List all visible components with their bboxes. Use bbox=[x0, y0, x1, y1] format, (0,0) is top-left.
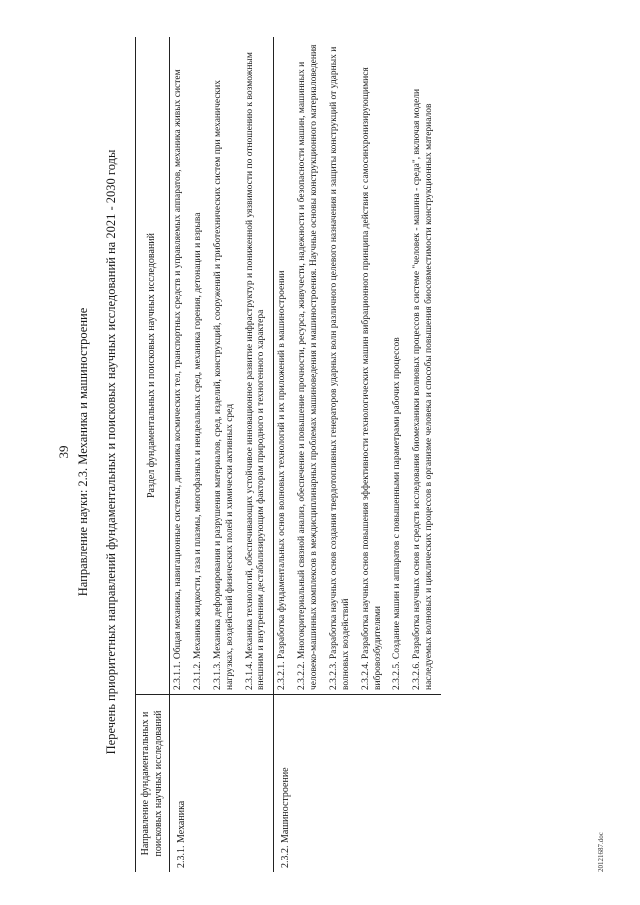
section-item-text: 2.3.2.4. Разработка научных основ повышения эффективности технологических машин вибрационного принципа действия с самосинхронизирующимися вибровозбудителями bbox=[360, 67, 383, 690]
direction-heading: Направление науки: 2.3. Механика и машиностроение bbox=[76, 307, 90, 597]
section-item-text: 2.3.2.2. Многокритериальный связной анализ, обеспечение и повышение прочности, ресурса, живучести, надежности и безопасности машин, машинных и человеко-машинных комплексов в междисциплинарных проблемах машиноведения и машиностроения. Научные основы конструкционного материаловедения bbox=[297, 44, 319, 690]
section-item-text: 2.3.2.5. Создание машин и аппаратов с повышенными параметрами рабочих процессов bbox=[392, 337, 403, 690]
section-item bbox=[326, 37, 358, 695]
section-item bbox=[389, 37, 409, 695]
list-title: Перечень приоритетных направлений фундаментальных и поисковых научных исследований на 2021 - 2030 годы bbox=[104, 149, 118, 755]
section-item bbox=[409, 37, 441, 695]
section-item-text: 2.3.2.6. Разработка научных основ и средств исследования биомеханики волновых процессов в системе "человек - машина - среда", включая модели наследуемых волновых и циклических процессов в организме человека и способы повышения биосовместимости конструкционных материалов bbox=[412, 88, 435, 690]
header-section: Раздел фундаментальных и поисковых научных исследований bbox=[136, 37, 170, 695]
research-directions-table bbox=[135, 37, 441, 872]
section-item bbox=[210, 37, 242, 695]
page-number: 39 bbox=[56, 445, 71, 459]
section-item bbox=[190, 37, 210, 695]
footer-file-code: 20121687.doc bbox=[597, 832, 606, 872]
section-item-text: 2.3.1.2. Механика жидкости, газа и плазмы, многофазных и неидеальных сред, механика горения, детонации и взрыва bbox=[192, 212, 203, 690]
section-item bbox=[242, 37, 274, 695]
header-direction: Направление фундаментальных и поисковых научных исследований bbox=[136, 695, 170, 873]
section-item bbox=[358, 37, 390, 695]
section-item-text: 2.3.2.3. Разработка научных основ создания твердотопливных генераторов ударных волн различного целевого назначения и защиты конструкций от ударных и волновых воздействий bbox=[328, 46, 351, 690]
section-item-text: 2.3.1.1. Общая механика, навигационные системы, динамика космических тел, транспортных средств и управляемых аппаратов, механика живых систем bbox=[173, 69, 183, 690]
direction-cell-machine-building: 2.3.2. Машиностроение bbox=[274, 695, 441, 873]
section-item bbox=[294, 37, 326, 695]
section-item-text: 2.3.1.4. Механика технологий, обеспечивающих устойчивое инновационное развитие инфраструктур и пониженной уязвимости по отношению к возможным внешним и внутренним дестабилизирующим факторам природного и техногенного характера bbox=[244, 52, 267, 690]
table-header-row bbox=[136, 37, 170, 872]
table-row bbox=[170, 37, 190, 872]
section-item-text: 2.3.2.1. Разработка фундаментальных основ волновых технологий и их приложений в машиностроении bbox=[277, 270, 288, 690]
section-item bbox=[170, 37, 190, 695]
table-row bbox=[274, 37, 294, 872]
section-item bbox=[274, 37, 294, 695]
document-page bbox=[20, 12, 620, 892]
direction-cell-mechanics: 2.3.1. Механика bbox=[170, 695, 274, 873]
section-item-text: 2.3.1.3. Механика деформирования и разрушения материалов, сред, изделий, конструкций, сооружений и триботехнических систем при механических нагрузках, воздействий физических полей и химически активных сред bbox=[212, 80, 235, 690]
